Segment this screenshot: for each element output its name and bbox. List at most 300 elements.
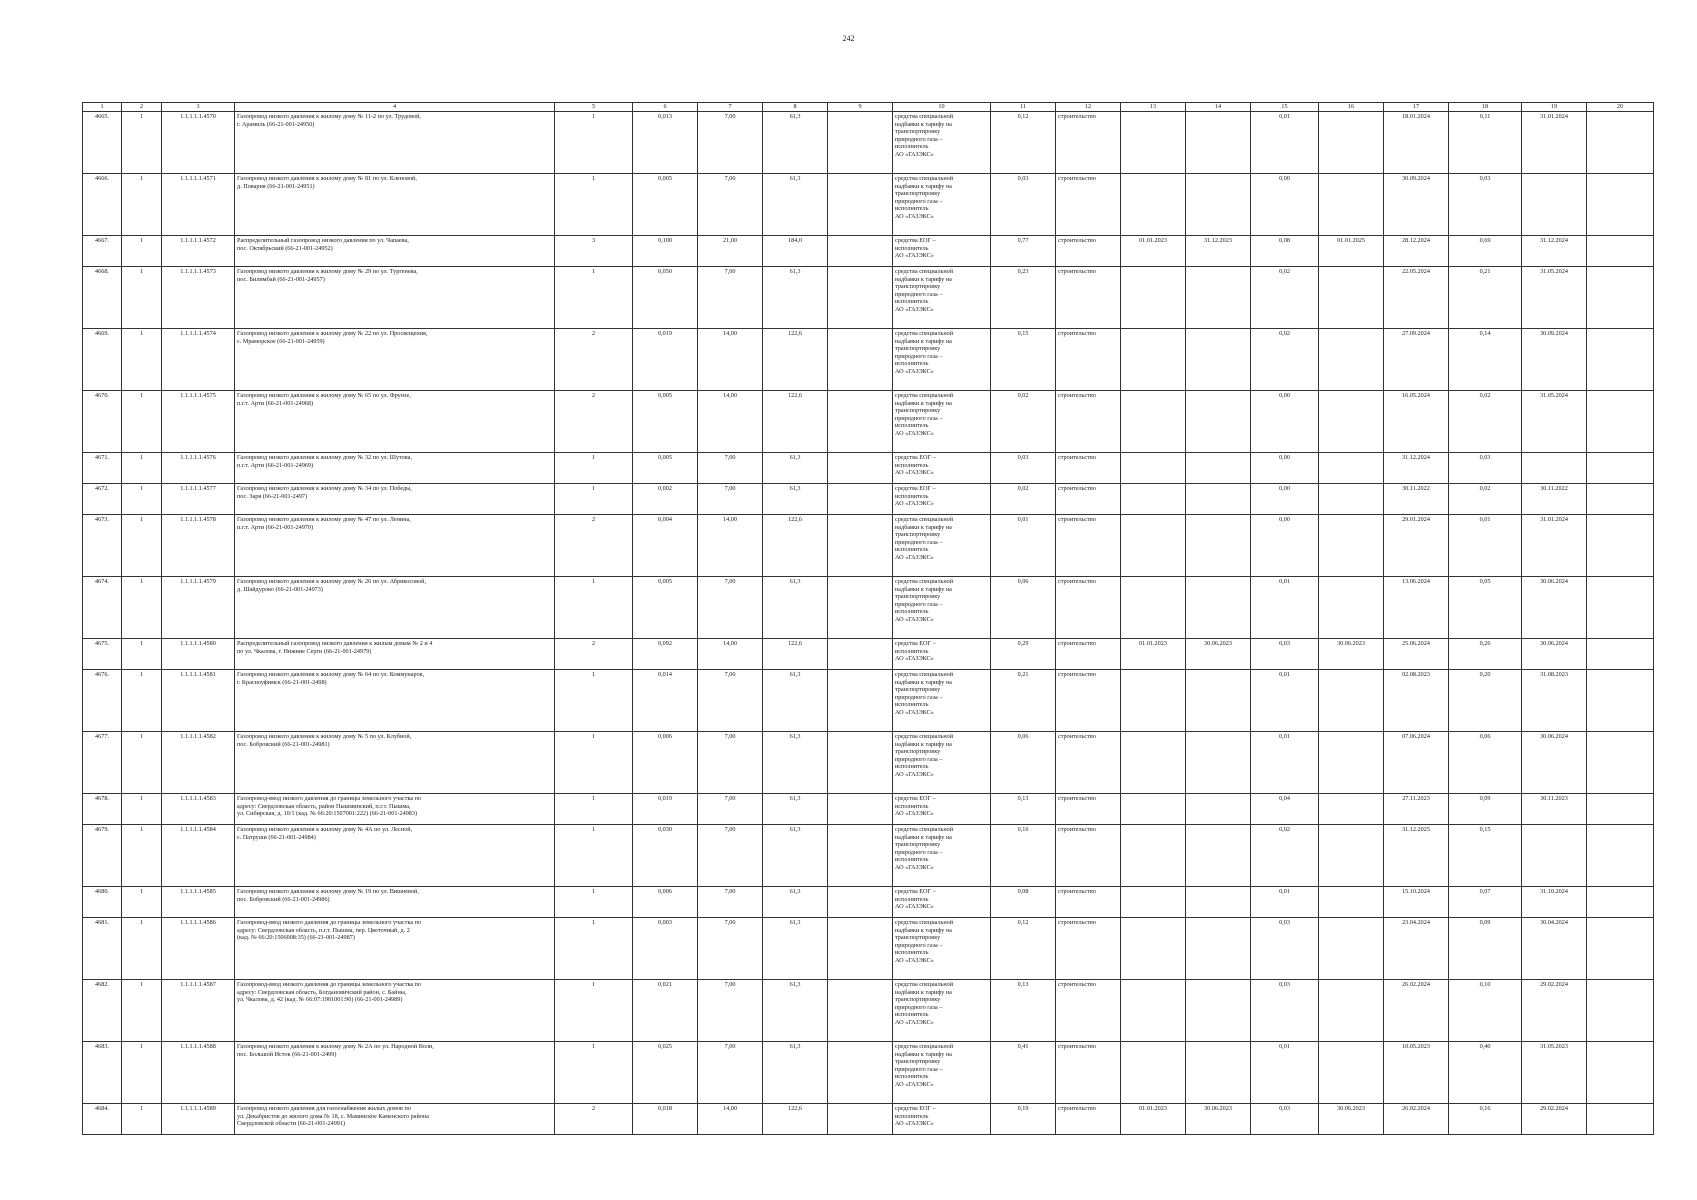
row-number-cell: 4676. bbox=[83, 670, 122, 732]
table-row bbox=[83, 1042, 1654, 1104]
row-number-cell: 4680. bbox=[83, 887, 122, 918]
cell-col-19: 30.06.2024 bbox=[1522, 639, 1587, 670]
cell-col-15: 0,00 bbox=[1251, 391, 1319, 453]
column-number-header: 15 bbox=[1251, 103, 1319, 112]
cell-col-7: 7,00 bbox=[698, 918, 763, 980]
cell-col-20 bbox=[1587, 484, 1654, 515]
cell-col-20 bbox=[1587, 918, 1654, 980]
cell-col-20 bbox=[1587, 453, 1654, 484]
cell-col-9 bbox=[828, 1042, 893, 1104]
cell-col-20 bbox=[1587, 577, 1654, 639]
cell-col-7: 7,00 bbox=[698, 1042, 763, 1104]
cell-col-17: 26.02.2024 bbox=[1384, 1104, 1449, 1135]
cell-col-5: 1 bbox=[555, 577, 633, 639]
cell-col-20 bbox=[1587, 887, 1654, 918]
cell-col-9 bbox=[828, 391, 893, 453]
cell-col-15: 0,01 bbox=[1251, 732, 1319, 794]
cell-col-13 bbox=[1121, 980, 1186, 1042]
object-code-cell: 1.1.1.1.1.4580 bbox=[162, 639, 235, 670]
cell-col-5: 1 bbox=[555, 980, 633, 1042]
cell-col-13: 01.01.2023 bbox=[1121, 236, 1186, 267]
cell-col-16: 01.01.2025 bbox=[1319, 236, 1384, 267]
cell-col-8: 61,3 bbox=[763, 484, 828, 515]
cell-col-14 bbox=[1186, 174, 1251, 236]
funding-source-cell: средства ЕОГ – исполнитель АО «ГАЗЭКС» bbox=[893, 453, 991, 484]
cell-col-5: 2 bbox=[555, 391, 633, 453]
cell-col-8: 122,6 bbox=[763, 639, 828, 670]
object-name-cell: Газопровод-ввод низкого давления до границы земельного участка по адресу: Свердловская область, Богдановичский район, с. Байны, ул. Чкалова, д. 42 (кад. № 66:07:1901001:90) (66-21-001-24989) bbox=[235, 980, 555, 1042]
cell-col-7: 7,00 bbox=[698, 484, 763, 515]
cell-col-6: 0,004 bbox=[633, 515, 698, 577]
cell-col-5: 1 bbox=[555, 484, 633, 515]
cell-col-15: 0,02 bbox=[1251, 825, 1319, 887]
cell-col-20 bbox=[1587, 825, 1654, 887]
funding-source-cell: средства специальной надбавки к тарифу на транспортировку природного газа – исполнитель АО «ГАЗЭКС» bbox=[893, 329, 991, 391]
cell-col-13 bbox=[1121, 112, 1186, 174]
cell-col-17: 31.12.2024 bbox=[1384, 453, 1449, 484]
column-number-header: 19 bbox=[1522, 103, 1587, 112]
cell-col-18: 0,20 bbox=[1449, 670, 1522, 732]
cell-col-5: 1 bbox=[555, 1042, 633, 1104]
object-name-cell: Распределительный газопровод низкого давления по ул. Чапаева, пос. Октябрьский (66-21-001-24952) bbox=[235, 236, 555, 267]
cell-col-9 bbox=[828, 484, 893, 515]
cell-col-2: 1 bbox=[122, 670, 162, 732]
work-type-cell: строительство bbox=[1056, 1104, 1121, 1135]
cell-col-14 bbox=[1186, 1042, 1251, 1104]
cell-col-2: 1 bbox=[122, 174, 162, 236]
cell-col-15: 0,01 bbox=[1251, 670, 1319, 732]
column-number-row bbox=[83, 103, 1654, 112]
object-code-cell: 1.1.1.1.1.4572 bbox=[162, 236, 235, 267]
cell-col-18: 0,09 bbox=[1449, 794, 1522, 825]
cell-col-2: 1 bbox=[122, 1042, 162, 1104]
cell-col-13 bbox=[1121, 887, 1186, 918]
object-name-cell: Газопровод низкого давления к жилому дому № 47 по ул. Ленина, п.г.т. Арти (66-21-001-24970) bbox=[235, 515, 555, 577]
cell-col-16: 30.06.2023 bbox=[1319, 1104, 1384, 1135]
cell-col-2: 1 bbox=[122, 391, 162, 453]
row-number-cell: 4674. bbox=[83, 577, 122, 639]
cell-col-6: 0,005 bbox=[633, 453, 698, 484]
cell-col-2: 1 bbox=[122, 794, 162, 825]
cell-col-18: 0,26 bbox=[1449, 639, 1522, 670]
cell-col-20 bbox=[1587, 732, 1654, 794]
cell-col-19: 31.10.2024 bbox=[1522, 887, 1587, 918]
object-name-cell: Газопровод низкого давления к жилому дому № 2А по ул. Народной Воли, пос. Большой Исток (66-21-001-2499) bbox=[235, 1042, 555, 1104]
cell-col-5: 2 bbox=[555, 1104, 633, 1135]
cell-col-13 bbox=[1121, 484, 1186, 515]
cell-col-7: 21,00 bbox=[698, 236, 763, 267]
cell-col-15: 0,03 bbox=[1251, 918, 1319, 980]
cell-col-14 bbox=[1186, 980, 1251, 1042]
cell-col-13 bbox=[1121, 453, 1186, 484]
cell-col-5: 1 bbox=[555, 670, 633, 732]
cell-col-7: 7,00 bbox=[698, 887, 763, 918]
funding-source-cell: средства специальной надбавки к тарифу на транспортировку природного газа – исполнитель АО «ГАЗЭКС» bbox=[893, 825, 991, 887]
cell-col-16 bbox=[1319, 329, 1384, 391]
table-row bbox=[83, 267, 1654, 329]
object-code-cell: 1.1.1.1.1.4581 bbox=[162, 670, 235, 732]
cell-col-8: 184,0 bbox=[763, 236, 828, 267]
cell-col-17: 31.12.2025 bbox=[1384, 825, 1449, 887]
cell-col-8: 61,3 bbox=[763, 918, 828, 980]
cell-col-5: 1 bbox=[555, 887, 633, 918]
cell-col-15: 0,08 bbox=[1251, 236, 1319, 267]
cell-col-11: 0,02 bbox=[991, 391, 1056, 453]
row-number-cell: 4683. bbox=[83, 1042, 122, 1104]
cell-col-20 bbox=[1587, 236, 1654, 267]
row-number-cell: 4670. bbox=[83, 391, 122, 453]
funding-source-cell: средства ЕОГ – исполнитель АО «ГАЗЭКС» bbox=[893, 236, 991, 267]
cell-col-17: 07.06.2024 bbox=[1384, 732, 1449, 794]
cell-col-17: 16.05.2024 bbox=[1384, 391, 1449, 453]
object-code-cell: 1.1.1.1.1.4589 bbox=[162, 1104, 235, 1135]
cell-col-16: 30.06.2023 bbox=[1319, 639, 1384, 670]
cell-col-9 bbox=[828, 174, 893, 236]
object-name-cell: Газопровод низкого давления к жилому дому № 64 по ул. Коммунаров, г. Красноуфимск (66-21-001-2498) bbox=[235, 670, 555, 732]
cell-col-15: 0,00 bbox=[1251, 174, 1319, 236]
column-number-header: 5 bbox=[555, 103, 633, 112]
cell-col-11: 0,03 bbox=[991, 453, 1056, 484]
cell-col-13: 01.01.2023 bbox=[1121, 1104, 1186, 1135]
table-row bbox=[83, 887, 1654, 918]
cell-col-16 bbox=[1319, 174, 1384, 236]
cell-col-2: 1 bbox=[122, 329, 162, 391]
work-type-cell: строительство bbox=[1056, 484, 1121, 515]
cell-col-5: 2 bbox=[555, 329, 633, 391]
cell-col-19: 31.05.2024 bbox=[1522, 267, 1587, 329]
column-number-header: 8 bbox=[763, 103, 828, 112]
object-code-cell: 1.1.1.1.1.4586 bbox=[162, 918, 235, 980]
row-number-cell: 4684. bbox=[83, 1104, 122, 1135]
cell-col-13 bbox=[1121, 267, 1186, 329]
cell-col-14 bbox=[1186, 577, 1251, 639]
row-number-cell: 4678. bbox=[83, 794, 122, 825]
cell-col-2: 1 bbox=[122, 484, 162, 515]
cell-col-18: 0,01 bbox=[1449, 515, 1522, 577]
column-number-header: 13 bbox=[1121, 103, 1186, 112]
cell-col-15: 0,03 bbox=[1251, 1104, 1319, 1135]
cell-col-19: 31.05.2023 bbox=[1522, 1042, 1587, 1104]
cell-col-16 bbox=[1319, 670, 1384, 732]
column-number-header: 4 bbox=[235, 103, 555, 112]
row-number-cell: 4677. bbox=[83, 732, 122, 794]
cell-col-8: 122,6 bbox=[763, 329, 828, 391]
object-name-cell: Газопровод низкого давления к жилому дому № 19 по ул. Вишневой, пос. Бобровский (66-21-001-24986) bbox=[235, 887, 555, 918]
work-type-cell: строительство bbox=[1056, 980, 1121, 1042]
cell-col-2: 1 bbox=[122, 732, 162, 794]
cell-col-6: 0,006 bbox=[633, 887, 698, 918]
cell-col-13 bbox=[1121, 515, 1186, 577]
object-code-cell: 1.1.1.1.1.4577 bbox=[162, 484, 235, 515]
cell-col-16 bbox=[1319, 1042, 1384, 1104]
funding-source-cell: средства ЕОГ – исполнитель АО «ГАЗЭКС» bbox=[893, 1104, 991, 1135]
cell-col-6: 0,050 bbox=[633, 267, 698, 329]
cell-col-16 bbox=[1319, 980, 1384, 1042]
cell-col-9 bbox=[828, 112, 893, 174]
cell-col-18: 0,14 bbox=[1449, 329, 1522, 391]
cell-col-8: 61,3 bbox=[763, 577, 828, 639]
cell-col-15: 0,00 bbox=[1251, 484, 1319, 515]
cell-col-18: 0,03 bbox=[1449, 453, 1522, 484]
cell-col-17: 15.10.2024 bbox=[1384, 887, 1449, 918]
table-row bbox=[83, 732, 1654, 794]
cell-col-18: 0,10 bbox=[1449, 980, 1522, 1042]
cell-col-11: 0,16 bbox=[991, 825, 1056, 887]
cell-col-14 bbox=[1186, 515, 1251, 577]
cell-col-19: 31.05.2024 bbox=[1522, 391, 1587, 453]
cell-col-5: 1 bbox=[555, 267, 633, 329]
cell-col-18: 0,02 bbox=[1449, 484, 1522, 515]
cell-col-6: 0,092 bbox=[633, 639, 698, 670]
cell-col-9 bbox=[828, 236, 893, 267]
cell-col-8: 61,3 bbox=[763, 1042, 828, 1104]
cell-col-20 bbox=[1587, 1104, 1654, 1135]
cell-col-20 bbox=[1587, 980, 1654, 1042]
funding-source-cell: средства специальной надбавки к тарифу на транспортировку природного газа – исполнитель АО «ГАЗЭКС» bbox=[893, 174, 991, 236]
work-type-cell: строительство bbox=[1056, 825, 1121, 887]
cell-col-14 bbox=[1186, 329, 1251, 391]
cell-col-17: 29.01.2024 bbox=[1384, 515, 1449, 577]
row-number-cell: 4665. bbox=[83, 112, 122, 174]
funding-source-cell: средства специальной надбавки к тарифу на транспортировку природного газа – исполнитель АО «ГАЗЭКС» bbox=[893, 732, 991, 794]
column-number-header: 14 bbox=[1186, 103, 1251, 112]
cell-col-7: 14,00 bbox=[698, 639, 763, 670]
cell-col-17: 28.12.2024 bbox=[1384, 236, 1449, 267]
cell-col-8: 61,3 bbox=[763, 453, 828, 484]
work-type-cell: строительство bbox=[1056, 794, 1121, 825]
cell-col-11: 0,13 bbox=[991, 794, 1056, 825]
page-number: 242 bbox=[842, 34, 855, 43]
object-code-cell: 1.1.1.1.1.4582 bbox=[162, 732, 235, 794]
cell-col-17: 27.09.2024 bbox=[1384, 329, 1449, 391]
cell-col-11: 0,02 bbox=[991, 484, 1056, 515]
work-type-cell: строительство bbox=[1056, 236, 1121, 267]
cell-col-17: 30.11.2022 bbox=[1384, 484, 1449, 515]
cell-col-16 bbox=[1319, 577, 1384, 639]
table-row bbox=[83, 515, 1654, 577]
funding-source-cell: средства специальной надбавки к тарифу на транспортировку природного газа – исполнитель АО «ГАЗЭКС» bbox=[893, 267, 991, 329]
cell-col-14 bbox=[1186, 484, 1251, 515]
cell-col-15: 0,02 bbox=[1251, 329, 1319, 391]
object-name-cell: Газопровод низкого давления к жилому дому № 26 по ул. Абрикосовой, д. Шайдурово (66-21-001-24973) bbox=[235, 577, 555, 639]
cell-col-14: 30.06.2023 bbox=[1186, 639, 1251, 670]
cell-col-19 bbox=[1522, 825, 1587, 887]
funding-source-cell: средства специальной надбавки к тарифу на транспортировку природного газа – исполнитель АО «ГАЗЭКС» bbox=[893, 391, 991, 453]
work-type-cell: строительство bbox=[1056, 670, 1121, 732]
cell-col-7: 14,00 bbox=[698, 329, 763, 391]
table-row bbox=[83, 236, 1654, 267]
cell-col-14 bbox=[1186, 918, 1251, 980]
cell-col-16 bbox=[1319, 825, 1384, 887]
row-number-cell: 4681. bbox=[83, 918, 122, 980]
cell-col-6: 0,025 bbox=[633, 1042, 698, 1104]
object-name-cell: Газопровод-ввод низкого давления до границы земельного участка по адресу: Свердловская область, п.г.т. Пышма, пер. Цветочный, д. 2 (кад. № 66:20:1506008:35) (66-21-001-24987) bbox=[235, 918, 555, 980]
cell-col-2: 1 bbox=[122, 825, 162, 887]
object-code-cell: 1.1.1.1.1.4585 bbox=[162, 887, 235, 918]
column-number-header: 16 bbox=[1319, 103, 1384, 112]
cell-col-18: 0,03 bbox=[1449, 174, 1522, 236]
cell-col-15: 0,04 bbox=[1251, 794, 1319, 825]
object-code-cell: 1.1.1.1.1.4578 bbox=[162, 515, 235, 577]
cell-col-5: 1 bbox=[555, 453, 633, 484]
cell-col-18: 0,02 bbox=[1449, 391, 1522, 453]
cell-col-5: 1 bbox=[555, 174, 633, 236]
cell-col-2: 1 bbox=[122, 639, 162, 670]
cell-col-11: 0,08 bbox=[991, 887, 1056, 918]
cell-col-19 bbox=[1522, 453, 1587, 484]
funding-source-cell: средства специальной надбавки к тарифу на транспортировку природного газа – исполнитель АО «ГАЗЭКС» bbox=[893, 1042, 991, 1104]
cell-col-17: 27.11.2023 bbox=[1384, 794, 1449, 825]
object-name-cell: Газопровод низкого давления к жилому дому № 11-2 по ул. Трудовой, г. Арамиль (66-21-001-24950) bbox=[235, 112, 555, 174]
table-row bbox=[83, 639, 1654, 670]
cell-col-7: 7,00 bbox=[698, 980, 763, 1042]
object-code-cell: 1.1.1.1.1.4587 bbox=[162, 980, 235, 1042]
work-type-cell: строительство bbox=[1056, 453, 1121, 484]
cell-col-19: 30.06.2024 bbox=[1522, 577, 1587, 639]
cell-col-18: 0,21 bbox=[1449, 267, 1522, 329]
cell-col-5: 1 bbox=[555, 918, 633, 980]
cell-col-16 bbox=[1319, 453, 1384, 484]
cell-col-11: 0,13 bbox=[991, 980, 1056, 1042]
object-name-cell: Газопровод-ввод низкого давления до границы земельного участка по адресу: Свердловская область, район Пышминский, п.г.т. Пышма, ул. Сибирская, д. 10/1 (кад. № 66:20:1507001:222) (66-21-001-24983) bbox=[235, 794, 555, 825]
cell-col-19: 31.12.2024 bbox=[1522, 236, 1587, 267]
cell-col-19: 30.09.2024 bbox=[1522, 329, 1587, 391]
cell-col-2: 1 bbox=[122, 515, 162, 577]
funding-source-cell: средства специальной надбавки к тарифу на транспортировку природного газа – исполнитель АО «ГАЗЭКС» bbox=[893, 515, 991, 577]
object-name-cell: Газопровод низкого давления к жилому дому № 29 по ул. Тургенева, пос. Билимбай (66-21-001-24957) bbox=[235, 267, 555, 329]
cell-col-14 bbox=[1186, 825, 1251, 887]
object-code-cell: 1.1.1.1.1.4575 bbox=[162, 391, 235, 453]
table-row bbox=[83, 980, 1654, 1042]
cell-col-13 bbox=[1121, 174, 1186, 236]
cell-col-2: 1 bbox=[122, 453, 162, 484]
cell-col-2: 1 bbox=[122, 267, 162, 329]
cell-col-7: 7,00 bbox=[698, 670, 763, 732]
funding-source-cell: средства специальной надбавки к тарифу на транспортировку природного газа – исполнитель АО «ГАЗЭКС» bbox=[893, 980, 991, 1042]
cell-col-13 bbox=[1121, 1042, 1186, 1104]
funding-source-cell: средства специальной надбавки к тарифу на транспортировку природного газа – исполнитель АО «ГАЗЭКС» bbox=[893, 670, 991, 732]
work-type-cell: строительство bbox=[1056, 577, 1121, 639]
cell-col-14 bbox=[1186, 391, 1251, 453]
cell-col-7: 7,00 bbox=[698, 825, 763, 887]
cell-col-14 bbox=[1186, 267, 1251, 329]
table-row bbox=[83, 577, 1654, 639]
row-number-cell: 4668. bbox=[83, 267, 122, 329]
column-number-header: 18 bbox=[1449, 103, 1522, 112]
cell-col-16 bbox=[1319, 794, 1384, 825]
cell-col-9 bbox=[828, 732, 893, 794]
row-number-cell: 4673. bbox=[83, 515, 122, 577]
cell-col-5: 1 bbox=[555, 794, 633, 825]
cell-col-18: 0,05 bbox=[1449, 577, 1522, 639]
object-name-cell: Распределительный газопровод низкого давления к жилым домам № 2 и 4 по ул. Чкалова, г. Нижние Серги (66-21-001-24979) bbox=[235, 639, 555, 670]
cell-col-17: 23.04.2024 bbox=[1384, 918, 1449, 980]
cell-col-13 bbox=[1121, 918, 1186, 980]
cell-col-8: 61,3 bbox=[763, 887, 828, 918]
column-number-header: 12 bbox=[1056, 103, 1121, 112]
funding-source-cell: средства ЕОГ – исполнитель АО «ГАЗЭКС» bbox=[893, 639, 991, 670]
cell-col-20 bbox=[1587, 794, 1654, 825]
cell-col-17: 22.05.2024 bbox=[1384, 267, 1449, 329]
cell-col-18: 0,11 bbox=[1449, 112, 1522, 174]
work-type-cell: строительство bbox=[1056, 112, 1121, 174]
register-table bbox=[82, 102, 1654, 1135]
cell-col-15: 0,01 bbox=[1251, 112, 1319, 174]
object-name-cell: Газопровод низкого давления для газоснабжения жилых домов по ул. Декабристов до жилого дома № 18, с. Маминское Каменского района Свердловской области (66-21-001-24991) bbox=[235, 1104, 555, 1135]
cell-col-5: 2 bbox=[555, 515, 633, 577]
work-type-cell: строительство bbox=[1056, 918, 1121, 980]
cell-col-9 bbox=[828, 918, 893, 980]
cell-col-16 bbox=[1319, 112, 1384, 174]
cell-col-8: 61,3 bbox=[763, 794, 828, 825]
cell-col-11: 0,21 bbox=[991, 670, 1056, 732]
object-code-cell: 1.1.1.1.1.4584 bbox=[162, 825, 235, 887]
cell-col-8: 122,6 bbox=[763, 515, 828, 577]
row-number-cell: 4667. bbox=[83, 236, 122, 267]
cell-col-20 bbox=[1587, 112, 1654, 174]
cell-col-14 bbox=[1186, 794, 1251, 825]
table-row bbox=[83, 918, 1654, 980]
cell-col-15: 0,00 bbox=[1251, 453, 1319, 484]
cell-col-2: 1 bbox=[122, 236, 162, 267]
cell-col-6: 0,030 bbox=[633, 825, 698, 887]
object-name-cell: Газопровод низкого давления к жилому дому № 22 по ул. Просвещения, с. Мраморское (66-21-001-24959) bbox=[235, 329, 555, 391]
cell-col-20 bbox=[1587, 670, 1654, 732]
column-number-header: 10 bbox=[893, 103, 991, 112]
cell-col-11: 0,77 bbox=[991, 236, 1056, 267]
cell-col-16 bbox=[1319, 918, 1384, 980]
column-number-header: 7 bbox=[698, 103, 763, 112]
cell-col-16 bbox=[1319, 887, 1384, 918]
row-number-cell: 4669. bbox=[83, 329, 122, 391]
cell-col-6: 0,018 bbox=[633, 1104, 698, 1135]
cell-col-9 bbox=[828, 825, 893, 887]
work-type-cell: строительство bbox=[1056, 639, 1121, 670]
cell-col-17: 10.05.2023 bbox=[1384, 1042, 1449, 1104]
cell-col-16 bbox=[1319, 515, 1384, 577]
cell-col-5: 1 bbox=[555, 112, 633, 174]
cell-col-9 bbox=[828, 577, 893, 639]
object-code-cell: 1.1.1.1.1.4583 bbox=[162, 794, 235, 825]
table-row bbox=[83, 794, 1654, 825]
cell-col-6: 0,006 bbox=[633, 732, 698, 794]
cell-col-19: 29.02.2024 bbox=[1522, 980, 1587, 1042]
cell-col-18: 0,40 bbox=[1449, 1042, 1522, 1104]
work-type-cell: строительство bbox=[1056, 329, 1121, 391]
cell-col-19 bbox=[1522, 174, 1587, 236]
object-name-cell: Газопровод низкого давления к жилому дому № 65 по ул. Фрунзе, п.г.т. Арти (66-21-001-24968) bbox=[235, 391, 555, 453]
cell-col-13 bbox=[1121, 794, 1186, 825]
table-row bbox=[83, 329, 1654, 391]
cell-col-11: 0,29 bbox=[991, 639, 1056, 670]
cell-col-14 bbox=[1186, 112, 1251, 174]
cell-col-19: 30.04.2024 bbox=[1522, 918, 1587, 980]
object-code-cell: 1.1.1.1.1.4574 bbox=[162, 329, 235, 391]
cell-col-19: 30.06.2024 bbox=[1522, 732, 1587, 794]
object-name-cell: Газопровод низкого давления к жилому дому № 81 по ул. Кленовой, д. Поварня (66-21-001-24951) bbox=[235, 174, 555, 236]
work-type-cell: строительство bbox=[1056, 515, 1121, 577]
cell-col-7: 14,00 bbox=[698, 391, 763, 453]
cell-col-8: 61,3 bbox=[763, 825, 828, 887]
column-number-header: 1 bbox=[83, 103, 122, 112]
cell-col-13 bbox=[1121, 577, 1186, 639]
cell-col-19: 30.11.2022 bbox=[1522, 484, 1587, 515]
table-row bbox=[83, 1104, 1654, 1135]
cell-col-8: 61,3 bbox=[763, 670, 828, 732]
cell-col-2: 1 bbox=[122, 577, 162, 639]
cell-col-7: 7,00 bbox=[698, 174, 763, 236]
cell-col-8: 122,6 bbox=[763, 1104, 828, 1135]
